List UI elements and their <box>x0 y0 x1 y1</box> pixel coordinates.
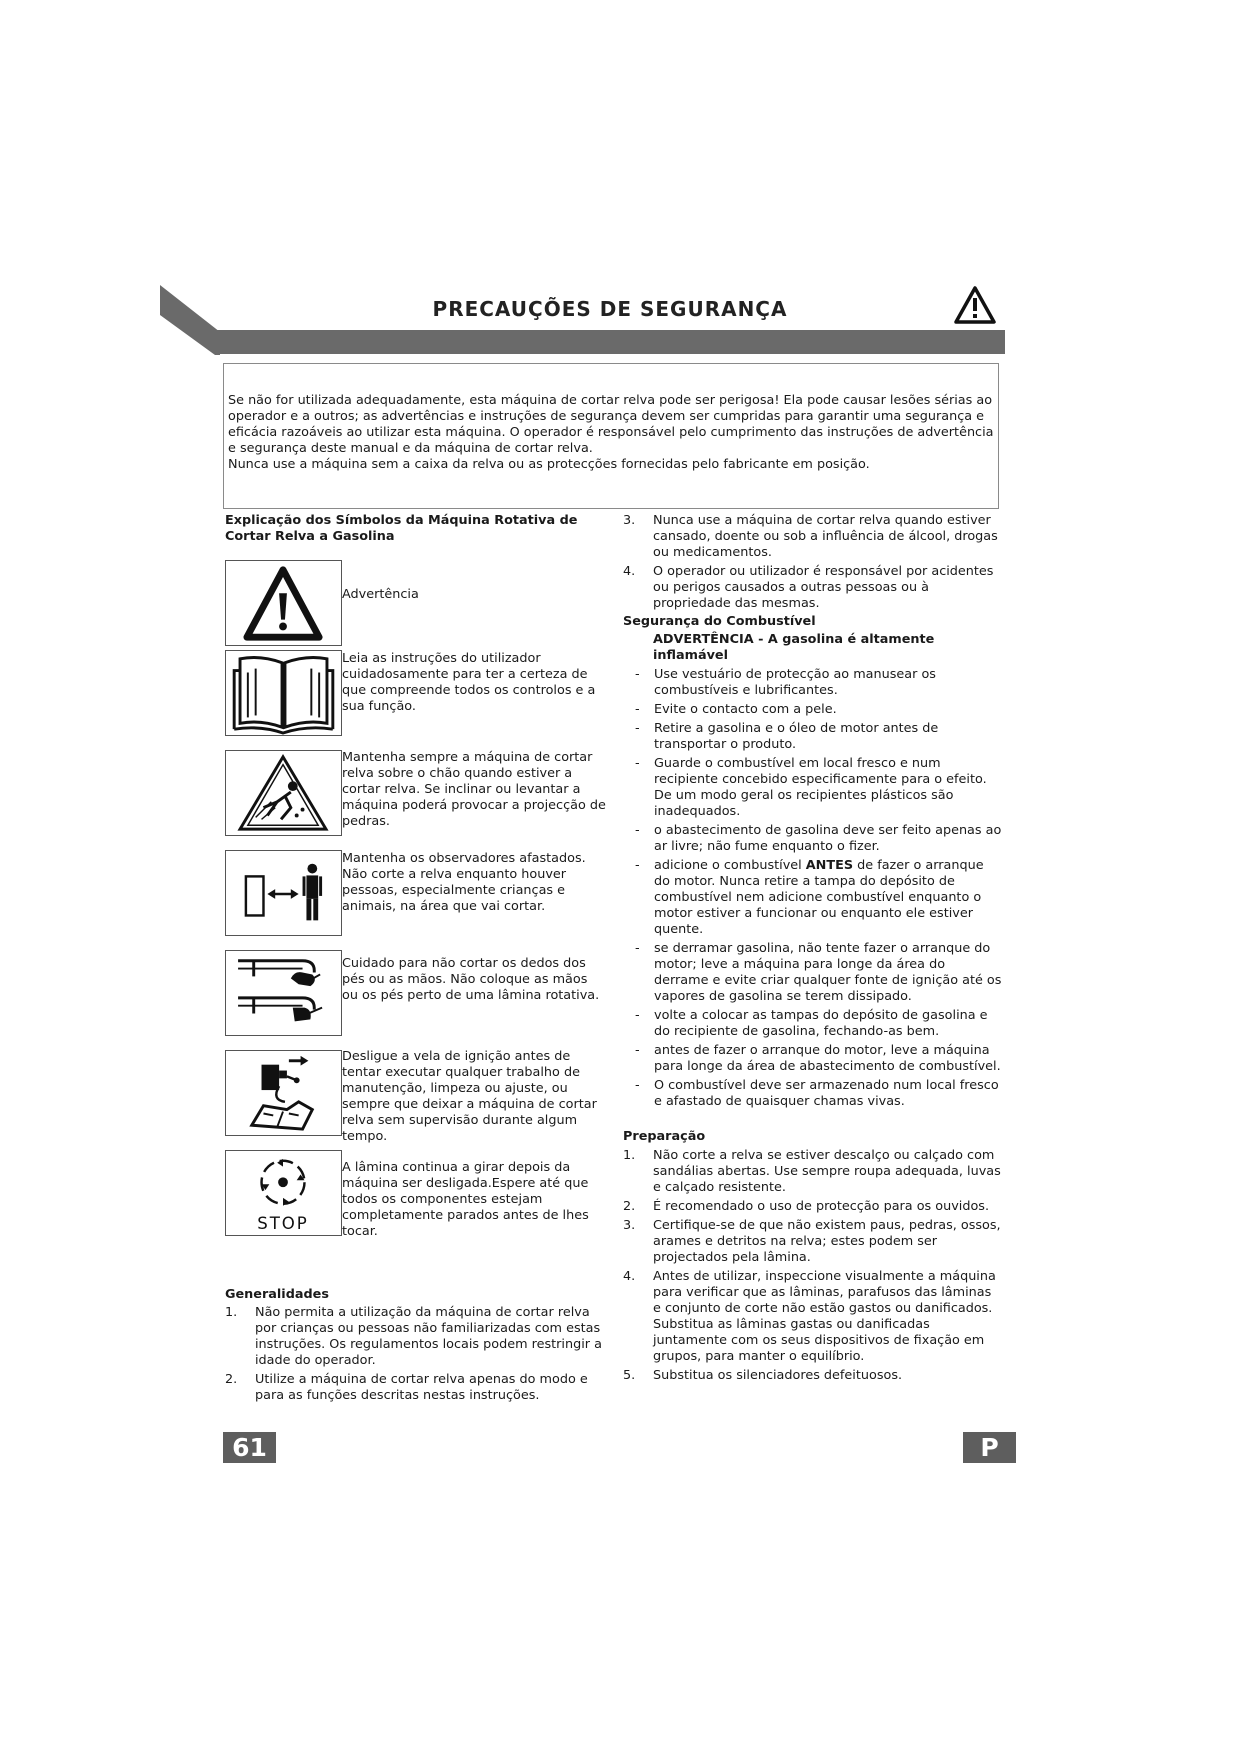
intro-warning-box <box>223 363 999 509</box>
list-item: - o abastecimento de gasolina deve ser feito apenas ao ar livre; não fume enquanto o fizer. <box>635 823 1002 854</box>
list-item: 3. Nunca use a máquina de cortar relva quando estiver cansado, doente ou sob a influência de álcool, drogas ou medicamentos. <box>623 513 998 560</box>
fuel-warning: ADVERTÊNCIA - A gasolina é altamente inflamável <box>653 632 935 663</box>
right-column <box>623 513 1003 1387</box>
intro-paragraph: Nunca use a máquina sem a caixa da relva ou as protecções fornecidas pelo fabricante em posição. <box>228 457 870 472</box>
list-item: - Use vestuário de protecção ao manusear os combustíveis e lubrificantes. <box>635 667 936 698</box>
list-item: 5. Substitua os silenciadores defeituosos. <box>623 1368 903 1383</box>
symbol-description: Desligue a vela de ignição antes de tentar executar qualquer trabalho de manutenção, limpeza ou ajuste, ou sempre que deixar a máquina de cortar relva sem supervisão durante algum tempo. <box>342 1049 597 1144</box>
open-book-icon <box>225 650 342 736</box>
warning-exclamation-icon <box>225 560 342 646</box>
fuel-list <box>623 667 1003 1110</box>
header-bar <box>215 330 1005 354</box>
symbol-description: Mantenha sempre a máquina de cortar relva sobre o chão quando estiver a cortar relva. Se inclinar ou levantar a máquina poderá provocar a projecção de pedras. <box>342 750 606 829</box>
list-item: - adicione o combustível ANTES de fazer o arranque do motor. Nunca retire a tampa do depósito de combustível nem adicione combustível enquanto o motor estiver a funcionar ou enquanto ele estiver quente. <box>635 858 984 937</box>
list-item: - antes de fazer o arranque do motor, leve a máquina para longe da área de abastecimento de combustível. <box>635 1043 1001 1074</box>
list-item: - volte a colocar as tampas do depósito de gasolina e do recipiente de gasolina, fechando-as bem. <box>635 1008 988 1039</box>
list-item: 1. Não corte a relva se estiver descalço ou calçado com sandálias abertas. Use sempre roupa adequada, luvas e calçado resistente. <box>623 1148 1001 1195</box>
symbol-description: Leia as instruções do utilizador cuidadosamente para ter a certeza de que compreende todos os controlos e a sua função. <box>342 651 596 714</box>
symbols-heading: Explicação dos Símbolos da Máquina Rotativa de Cortar Relva a Gasolina <box>225 513 578 544</box>
list-item: - O combustível deve ser armazenado num local fresco e afastado de quaisquer chamas vivas. <box>635 1078 999 1109</box>
language-badge: P <box>963 1432 1016 1463</box>
symbol-description: Mantenha os observadores afastados. Não corte a relva enquanto houver pessoas, especialmente crianças e animais, na área que vai cortar. <box>342 851 586 914</box>
list-item: - se derramar gasolina, não tente fazer o arranque do motor; leve a máquina para longe da área do derrame e evite criar qualquer fonte de ignição até os vapores de gasolina se terem dissipado. <box>635 941 1002 1004</box>
list-item: 2. É recomendado o uso de protecção para os ouvidos. <box>623 1199 990 1214</box>
blade-hand-foot-icon <box>225 950 342 1036</box>
spark-plug-disconnect-icon <box>225 1050 342 1136</box>
list-item: - Guarde o combustível em local fresco e num recipiente concebido especificamente para o efeito. De um modo geral os recipientes plásticos são inadequados. <box>635 756 987 819</box>
list-item: 2. Utilize a máquina de cortar relva apenas do modo e para as funções descritas nestas instruções. <box>225 1372 588 1403</box>
list-item: - Evite o contacto com a pele. <box>635 702 837 717</box>
intro-paragraph: Se não for utilizada adequadamente, esta máquina de cortar relva pode ser perigosa! Ela pode causar lesões sérias ao operador e a outros; as advertências e instruções de segurança devem ser cumpridas para garantir uma segurança e eficácia razoáveis ao utilizar esta máquina. O operador é responsável pelo cumprimento das instruções de advertência e segurança deste manual e da máquina de cortar relva. <box>228 393 994 456</box>
header-corner-wedge <box>160 285 220 355</box>
fuel-heading: Segurança do Combustível <box>623 614 816 629</box>
list-item: 4. O operador ou utilizador é responsável por acidentes ou perigos causados a outras pessoas ou à propriedade das mesmas. <box>623 564 994 611</box>
general-heading: Generalidades <box>225 1287 329 1302</box>
stop-label: STOP <box>257 1214 309 1234</box>
symbol-description: Advertência <box>342 587 419 602</box>
symbol-description: A lâmina continua a girar depois da máquina ser desligada.Espere até que todos os componentes estejam completamente parados antes de lhes tocar. <box>342 1160 589 1239</box>
list-item: 1. Não permita a utilização da máquina de cortar relva por crianças ou pessoas não familiarizadas com estas instruções. Os regulamentos locais podem restringir a idade do operador. <box>225 1305 602 1368</box>
list-item: 4. Antes de utilizar, inspeccione visualmente a máquina para verificar que as lâminas, parafusos das lâminas e conjunto de corte não estão gastos ou danificados. Substitua as lâminas gastas ou danificadas juntamente com os seus dispositivos de fixação em grupos, para manter o equilíbrio. <box>623 1269 996 1364</box>
list-item: 3. Certifique-se de que não existem paus, pedras, ossos, arames e detritos na relva; estes podem ser projectados pela lâmina. <box>623 1218 1001 1265</box>
symbol-description: Cuidado para não cortar os dedos dos pés ou as mãos. Não coloque as mãos ou os pés perto de uma lâmina rotativa. <box>342 956 600 1003</box>
page-number-badge: 61 <box>223 1432 276 1463</box>
list-item: - Retire a gasolina e o óleo de motor antes de transportar o produto. <box>635 721 939 752</box>
blade-stop-icon <box>225 1150 342 1236</box>
left-column <box>225 513 610 1403</box>
warning-triangle-icon <box>953 285 997 325</box>
page-title: PRECAUÇÕES DE SEGURANÇA <box>432 297 788 321</box>
preparation-heading: Preparação <box>623 1129 706 1144</box>
general-section <box>225 1287 610 1407</box>
thrown-object-warning-icon <box>225 750 342 836</box>
bystander-distance-icon <box>225 850 342 936</box>
